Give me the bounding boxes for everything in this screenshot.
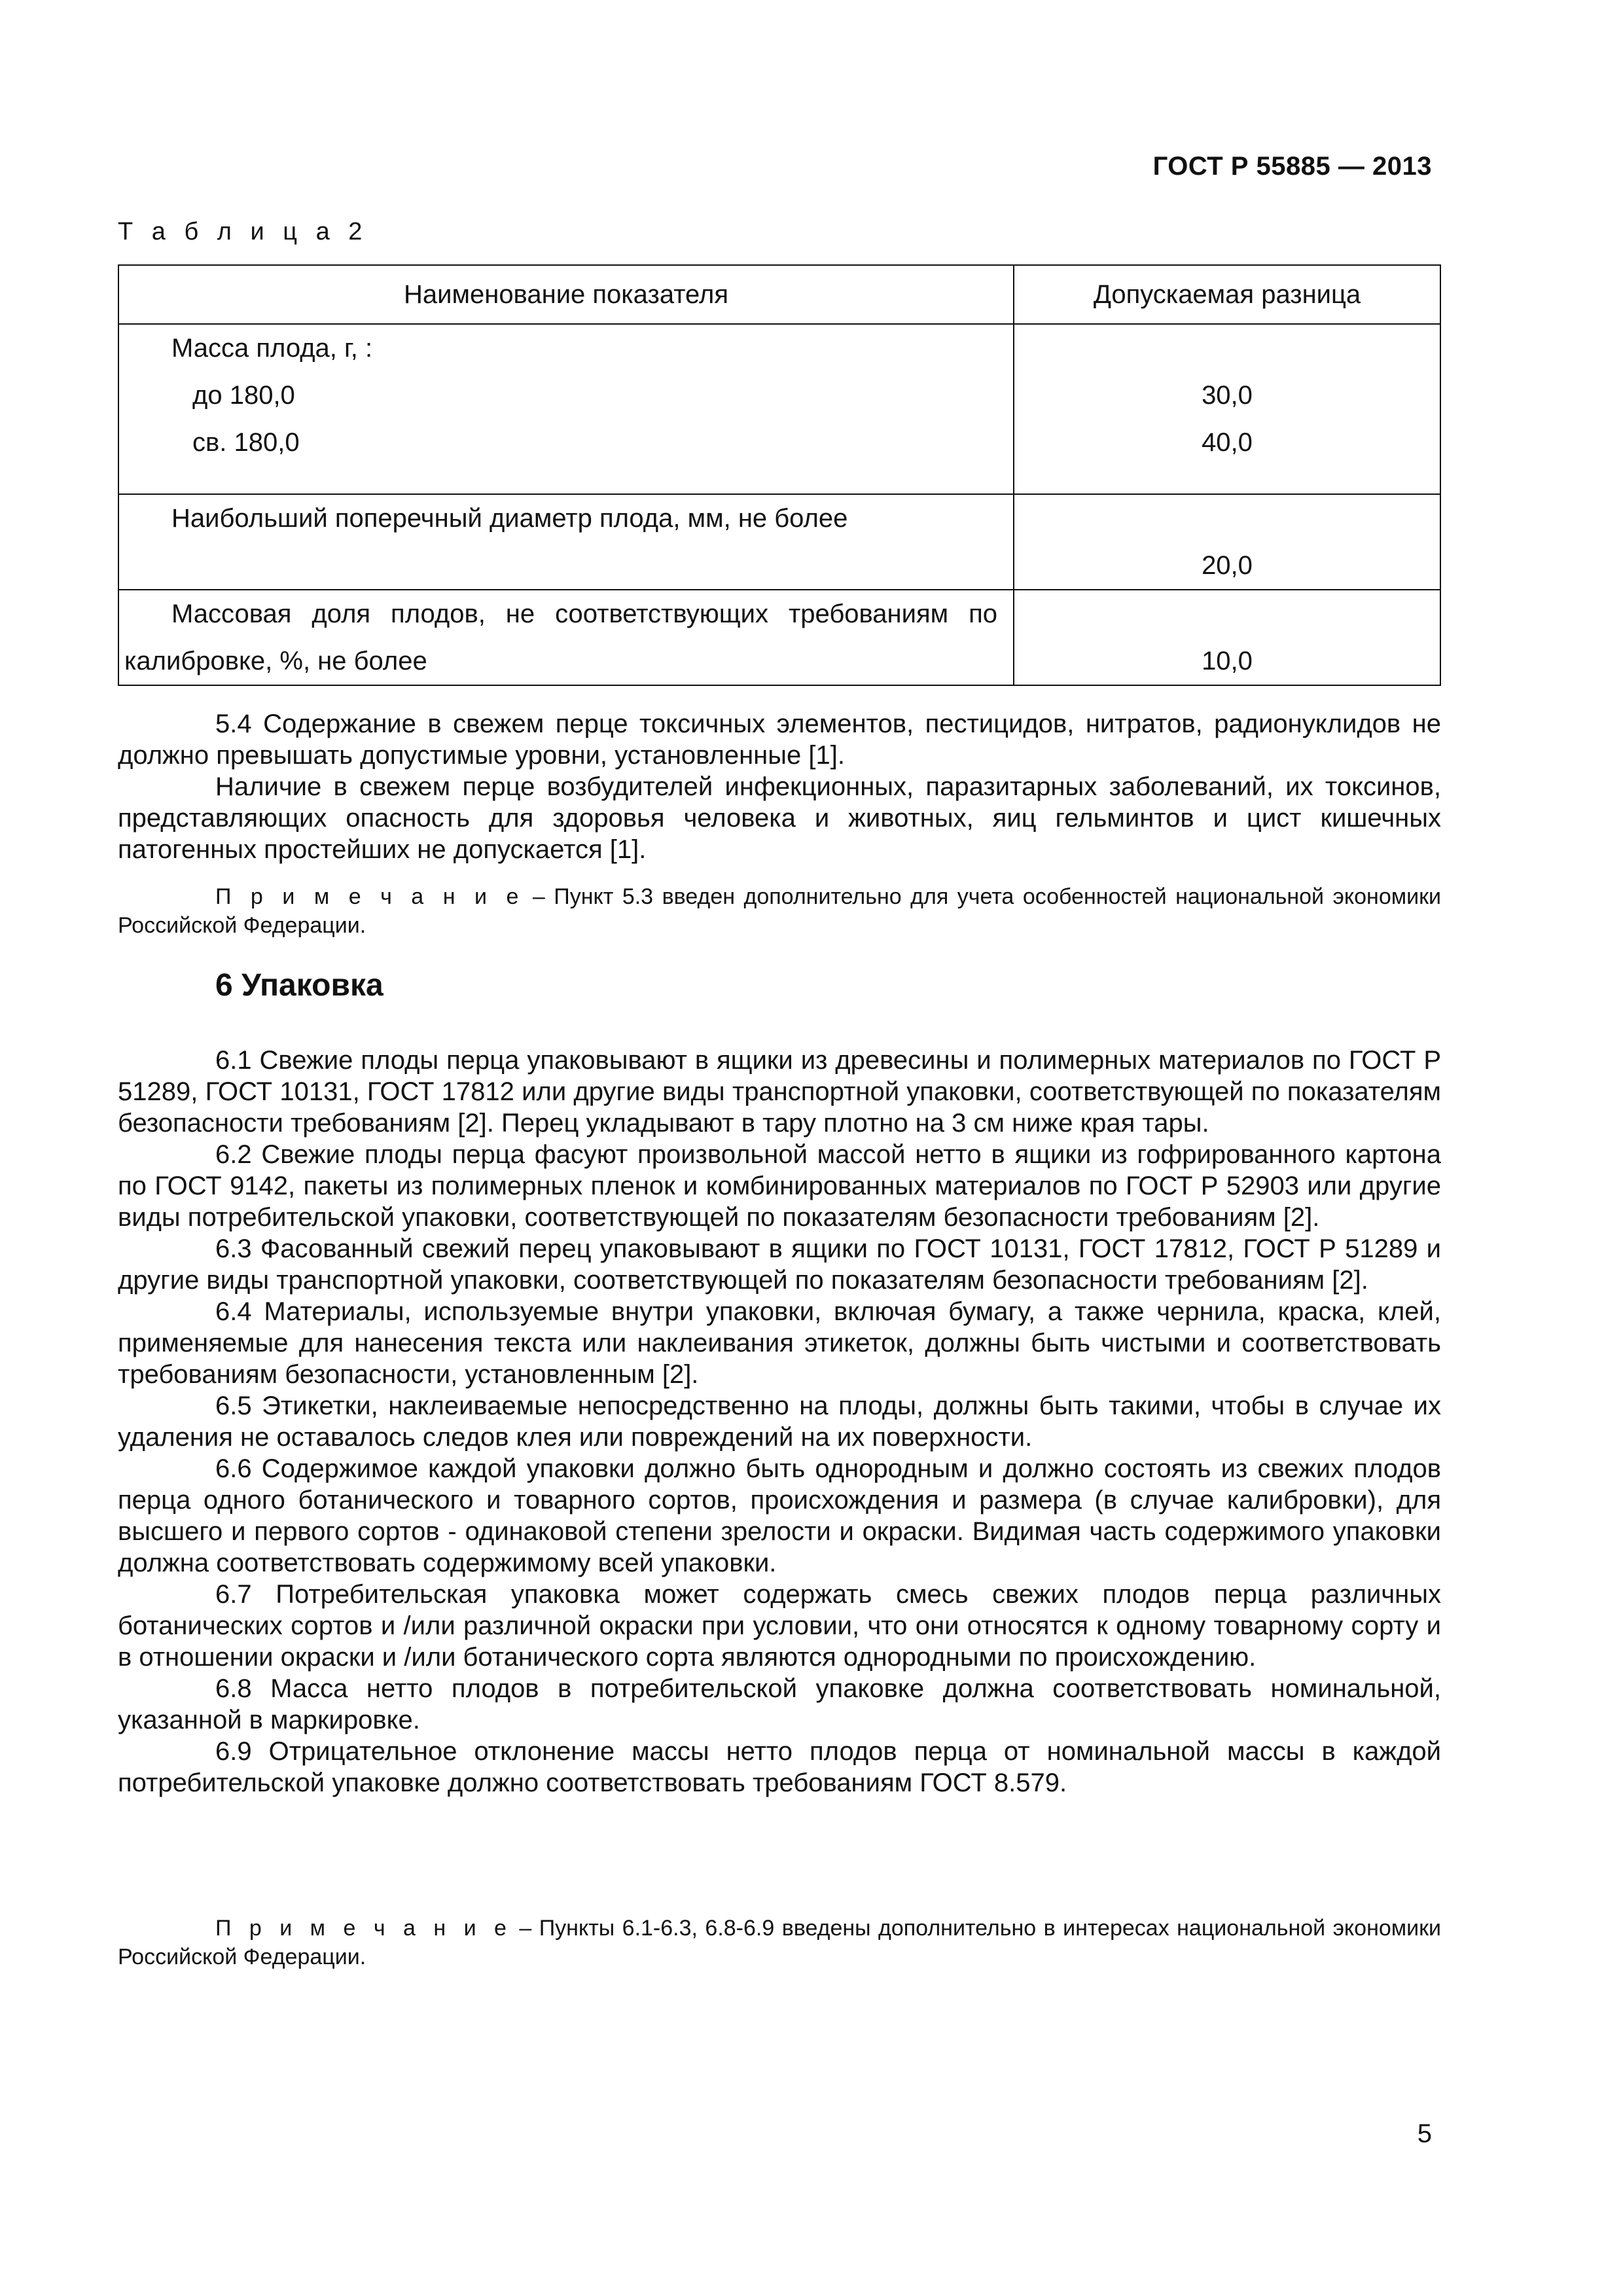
section-6-text [118,1045,1441,1799]
row-label: до 180,0 [192,381,295,410]
row-label: калибровке, %, не более [124,647,427,675]
paragraph-6-1: 6.1 Свежие плоды перца упаковывают в ящики из древесины и полимерных материалов по ГОСТ Р 51289, ГОСТ 10131, ГОСТ 17812 или другие виды транспортной упаковки, соответствующей по показателям безопасности требованиям [2]. Перец укладывают в тару плотно на 3 см ниже края тары. [118,1046,1441,1138]
table-cell [1014,324,1440,494]
table-cell [118,494,1014,590]
row-value: 30,0 [1202,381,1253,410]
section-5-note [118,882,1441,940]
paragraph-5-4-continued: Наличие в свежем перце возбудителей инфекционных, паразитарных заболеваний, их токсинов, представляющих опасность для здоровья человека и животных, яиц гельминтов и цист кишечных патогенных простейших не допускается [1]. [118,772,1441,864]
paragraph-6-7: 6.7 Потребительская упаковка может содержать смесь свежих плодов перца различных ботанических сортов и /или различной окраски при условии, что они относятся к одному товарному сорту и в отношении окраски и /или ботанического сорта являются однородными по происхождению. [118,1580,1441,1672]
paragraph-6-9: 6.9 Отрицательное отклонение массы нетто плодов перца от номинальной массы в каждой потребительской упаковке должно соответствовать требованиям ГОСТ 8.579. [118,1737,1441,1797]
table-row [118,494,1440,590]
note-label: П р и м е ч а н и е [215,1916,512,1941]
page-number: 5 [1417,2119,1432,2148]
document-code: ГОСТ Р 55885 — 2013 [1152,152,1432,181]
row-label: Масса плода, г, : [171,334,373,363]
row-value: 10,0 [1202,647,1253,675]
column-header-indicator: Наименование показателя [118,265,1014,324]
table-header-row [118,265,1440,324]
row-label: св. 180,0 [192,428,300,457]
column-header-tolerance: Допускаемая разница [1014,265,1440,324]
table-cell [1014,590,1440,685]
table-cell [118,324,1014,494]
section-6-title: 6 Упаковка [215,968,383,1003]
indicator-table [118,264,1441,686]
table-caption: Т а б л и ц а 2 [118,218,368,245]
table-cell [118,590,1014,685]
paragraph-6-5: 6.5 Этикетки, наклеиваемые непосредственно на плоды, должны быть такими, чтобы в случае их удаления не оставалось следов клея или повреждений на их поверхности. [118,1391,1441,1452]
row-value: 20,0 [1202,551,1253,580]
table-cell [1014,494,1440,590]
paragraph-6-3: 6.3 Фасованный свежий перец упаковывают в ящики по ГОСТ 10131, ГОСТ 17812, ГОСТ Р 51289 и другие виды транспортной упаковки, соответствующей по показателям безопасности требованиям [2]. [118,1234,1441,1295]
row-value: 40,0 [1202,428,1253,457]
table-row [118,324,1440,494]
paragraph-6-4: 6.4 Материалы, используемые внутри упаковки, включая бумагу, а также чернила, краска, клей, применяемые для нанесения текста или наклеивания этикеток, должны быть чистыми и соответствовать требованиям безопасности, установленным [2]. [118,1297,1441,1389]
note-text: – Пункт 5.3 введен дополнительно для учета особенностей национальной экономики Российской Федерации. [118,884,1441,938]
row-label: Наибольший поперечный диаметр плода, мм, не более [171,504,848,533]
row-label: Массовая доля плодов, не соответствующих требованиям по [171,600,997,628]
paragraph-6-2: 6.2 Свежие плоды перца фасуют произвольной массой нетто в ящики из гофрированного картона по ГОСТ 9142, пакеты из полимерных пленок и комбинированных материалов по ГОСТ Р 52903 или другие виды потребительской упаковки, соответствующей по показателям безопасности требованиям [2]. [118,1140,1441,1232]
paragraph-6-8: 6.8 Масса нетто плодов в потребительской упаковке должна соответствовать номинальной, указанной в маркировке. [118,1674,1441,1734]
section-5-text [118,708,1441,865]
note-label: П р и м е ч а н и е [215,884,524,909]
paragraph-5-4: 5.4 Содержание в свежем перце токсичных элементов, пестицидов, нитратов, радионуклидов не должно превышать допустимые уровни, установленные [1]. [118,709,1441,770]
table-row [118,590,1440,685]
section-6-note [118,1914,1441,1971]
note-text: – Пункты 6.1-6.3, 6.8-6.9 введены дополнительно в интересах национальной экономики Российской Федерации. [118,1916,1441,1969]
paragraph-6-6: 6.6 Содержимое каждой упаковки должно быть однородным и должно состоять из свежих плодов перца одного ботанического и товарного сортов, происхождения и размера (в случае калибровки), для высшего и первого сортов - одинаковой степени зрелости и окраски. Видимая часть содержимого упаковки должна соответствовать содержимому всей упаковки. [118,1454,1441,1577]
